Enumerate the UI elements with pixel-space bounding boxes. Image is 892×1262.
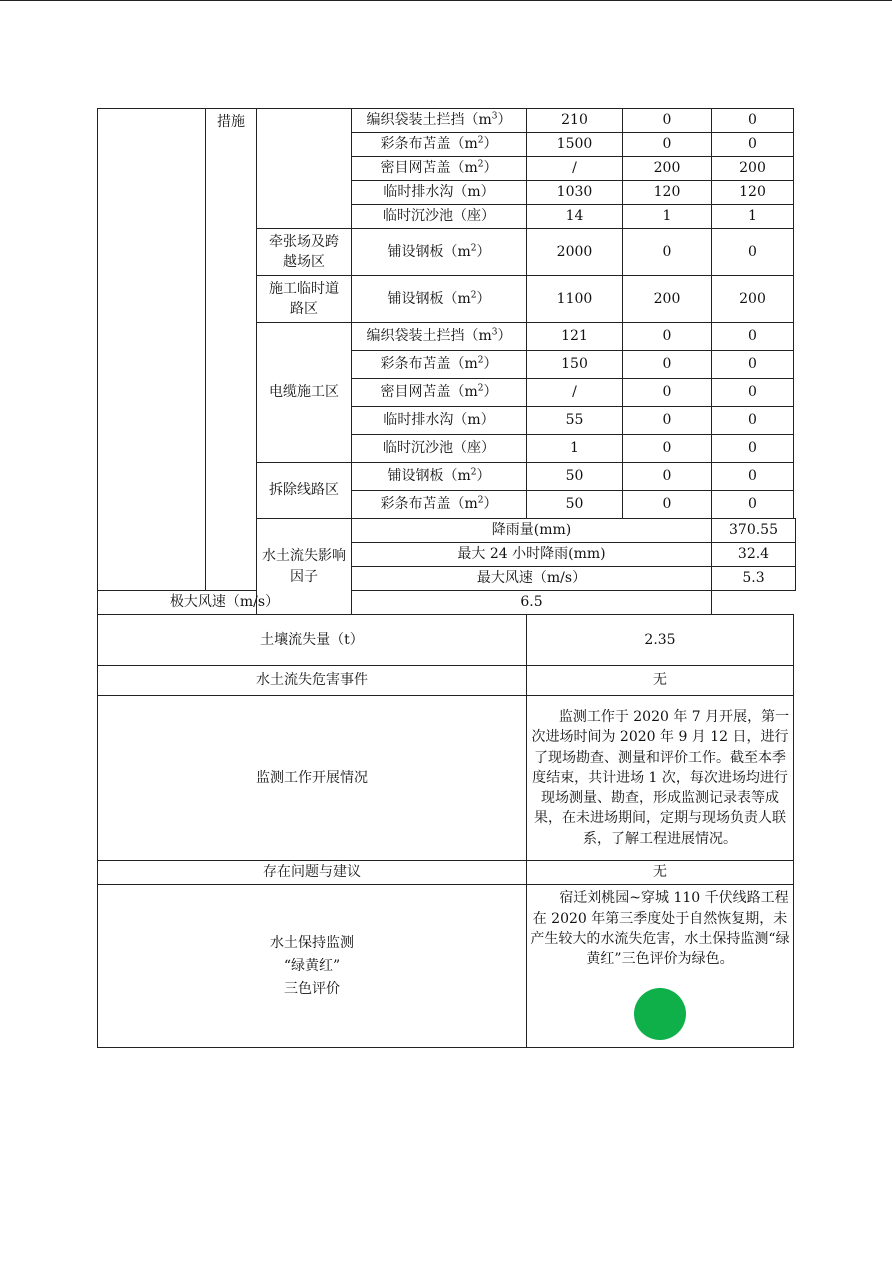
measure-value: 0 xyxy=(712,133,794,157)
factor-name: 最大风速（m/s） xyxy=(352,567,712,591)
measure-value: 0 xyxy=(623,323,712,351)
measure-value: 50 xyxy=(527,491,623,519)
measure-name: 铺设钢板$(m^2)$ xyxy=(352,276,527,323)
factor-name: 最大 24 小时降雨(mm) xyxy=(352,543,712,567)
factor-value: 6.5 xyxy=(352,591,712,615)
table-row xyxy=(98,861,796,885)
measure-value: 0 xyxy=(623,407,712,435)
table-row xyxy=(98,109,796,133)
measure-value: 2000 xyxy=(527,229,623,276)
measure-value: 0 xyxy=(712,351,794,379)
blank-cell xyxy=(98,109,206,591)
measure-value: 0 xyxy=(623,133,712,157)
measure-value: 1 xyxy=(712,205,794,229)
measure-value: 120 xyxy=(623,181,712,205)
table-row xyxy=(98,615,796,666)
measure-name: 临时沉沙池（座） xyxy=(352,205,527,229)
zone-name: 电缆施工区 xyxy=(257,323,352,463)
soil-loss-value: 2.35 xyxy=(527,615,794,666)
measure-value: 120 xyxy=(712,181,794,205)
measure-value: 0 xyxy=(712,229,794,276)
green-status-indicator xyxy=(634,988,686,1040)
factor-name: 降雨量(mm) xyxy=(352,519,712,543)
measure-value: 150 xyxy=(527,351,623,379)
measure-value: / xyxy=(527,379,623,407)
page-top-border xyxy=(0,0,892,1)
table-row xyxy=(98,885,796,1048)
measure-value: 0 xyxy=(712,407,794,435)
evaluation-label: 水土保持监测 “绿黄红” 三色评价 xyxy=(98,885,527,1048)
measure-value: 1 xyxy=(623,205,712,229)
factor-value: 370.55 xyxy=(712,519,796,543)
measure-name: 密目网苫盖$(m^2)$ xyxy=(352,157,527,181)
measure-value: 200 xyxy=(623,276,712,323)
measure-name: 铺设钢板$(m^2)$ xyxy=(352,229,527,276)
measure-value: 210 xyxy=(527,109,623,133)
measure-value: 0 xyxy=(712,379,794,407)
factor-value: 32.4 xyxy=(712,543,796,567)
measure-value: 50 xyxy=(527,463,623,491)
measure-name: 编织袋装土拦挡$(m^3)$ xyxy=(352,323,527,351)
measure-value: 0 xyxy=(623,463,712,491)
factor-value: 5.3 xyxy=(712,567,796,591)
measure-name: 编织袋装土拦挡$(m^3)$ xyxy=(352,109,527,133)
factors-label: 水土流失影响 因子 xyxy=(257,519,352,615)
measure-value: 55 xyxy=(527,407,623,435)
measure-value: 0 xyxy=(623,109,712,133)
monitoring-label: 监测工作开展情况 xyxy=(98,696,527,861)
measure-name: 临时排水沟（m） xyxy=(352,181,527,205)
measure-name: 临时排水沟（m） xyxy=(352,407,527,435)
measure-value: 0 xyxy=(623,435,712,463)
category-label: 措施 xyxy=(206,109,257,591)
measure-value: 0 xyxy=(712,491,794,519)
measure-value: 0 xyxy=(623,491,712,519)
issues-label: 存在问题与建议 xyxy=(98,861,527,885)
measure-value: 200 xyxy=(623,157,712,181)
table-row xyxy=(98,591,796,615)
measure-value: 14 xyxy=(527,205,623,229)
measure-value: 1030 xyxy=(527,181,623,205)
measure-value: / xyxy=(527,157,623,181)
measure-value: 0 xyxy=(712,435,794,463)
soil-loss-label: 土壤流失量（t） xyxy=(98,615,527,666)
issues-value: 无 xyxy=(527,861,794,885)
measure-name: 彩条布苫盖$(m^2)$ xyxy=(352,133,527,157)
zone-cell-blank xyxy=(257,109,352,229)
measure-value: 0 xyxy=(623,379,712,407)
measure-value: 200 xyxy=(712,157,794,181)
table-row xyxy=(98,696,796,861)
measure-value: 0 xyxy=(712,323,794,351)
measure-name: 铺设钢板$(m^2)$ xyxy=(352,463,527,491)
measure-name: 临时沉沙池（座） xyxy=(352,435,527,463)
measure-name: 彩条布苫盖$(m^2)$ xyxy=(352,351,527,379)
monitoring-description: 监测工作于 2020 年 7 月开展，第一次进场时间为 2020 年 9 月 12 日，进行了现场勘查、测量和评价工作。截至本季度结束，共计进场 1 次，每次进场均进行现场测量、勘查，形成监测记录表等成果，在未进场期间，定期与现场负责人联系，了解工程进展情况。 xyxy=(527,696,794,861)
measure-value: 0 xyxy=(712,109,794,133)
zone-name: 牵张场及跨 越场区 xyxy=(257,229,352,276)
measure-value: 1500 xyxy=(527,133,623,157)
measure-name: 密目网苫盖$(m^2)$ xyxy=(352,379,527,407)
zone-name: 施工临时道 路区 xyxy=(257,276,352,323)
evaluation-description: 宿迁刘桃园~穿城 110 千伏线路工程在 2020 年第三季度处于自然恢复期，未产生较大的水流失危害，水土保持监测“绿黄红”三色评价为绿色。 xyxy=(527,885,794,1048)
hazard-label: 水土流失危害事件 xyxy=(98,666,527,696)
measure-value: 0 xyxy=(712,463,794,491)
measure-value: 200 xyxy=(712,276,794,323)
factor-name: 极大风速（m/s） xyxy=(98,591,352,615)
measure-value: 1100 xyxy=(527,276,623,323)
zone-name: 拆除线路区 xyxy=(257,463,352,519)
table-row xyxy=(98,666,796,696)
measure-name: 彩条布苫盖$(m^2)$ xyxy=(352,491,527,519)
measure-value: 121 xyxy=(527,323,623,351)
measure-value: 0 xyxy=(623,229,712,276)
measure-value: 0 xyxy=(623,351,712,379)
monitoring-report-table xyxy=(97,108,796,1048)
hazard-value: 无 xyxy=(527,666,794,696)
measure-value: 1 xyxy=(527,435,623,463)
